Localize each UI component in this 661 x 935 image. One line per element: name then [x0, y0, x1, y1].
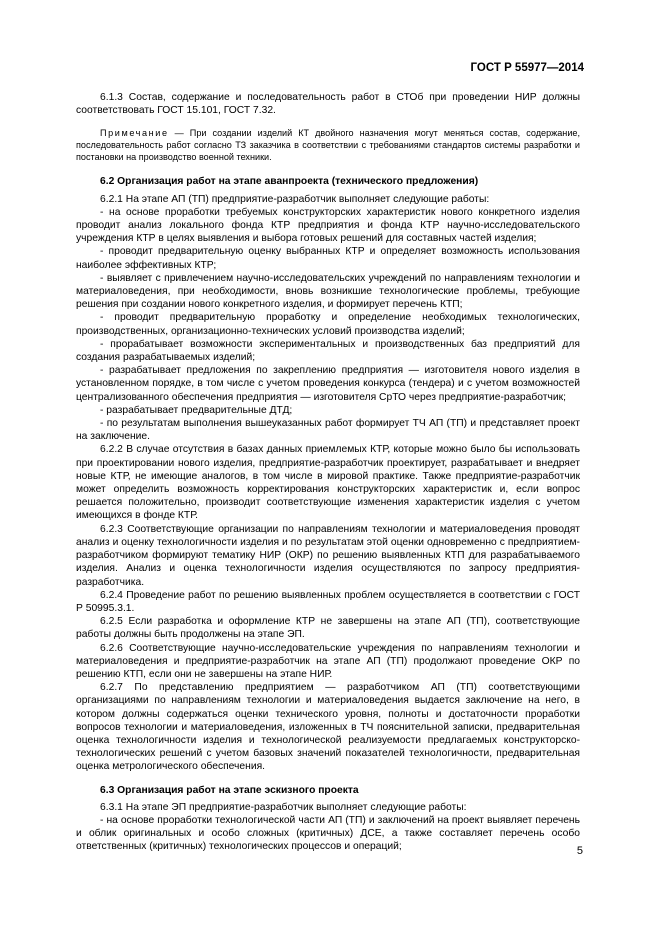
list-item: - на основе проработки требуемых конструкторских характеристик нового конкретного изделия проводит анализ локального фонда КТР предприятия и фонда КТР научно-исследовательского учреждения КТР в целях выявления и выбора готовых решений для составных частей изделия;	[76, 206, 580, 245]
paragraph-6-3-1: 6.3.1 На этапе ЭП предприятие-разработчик выполняет следующие работы:	[100, 801, 467, 813]
list-item: - разрабатывает предложения по закреплению предприятия — изготовителя нового изделия в установленном порядке, в том числе с учетом проведения конкурса (тендера) и с учетом возможностей централизованного обеспечения предприятия — изготовителя СрТО через предприятие-разработчик;	[76, 365, 580, 403]
note	[76, 127, 580, 163]
paragraph-6-2-6: 6.2.6 Соответствующие научно-исследовательские учреждения по направлениям технологии и материаловедения и предприятие-разработчик на этапе АП (ТП) продолжают проведение ОКР по решению КТП, если они не завершены на этапе НИР.	[76, 642, 580, 680]
paragraph-6-2-2: 6.2.2 В случае отсутствия в базах данных приемлемых КТР, которые можно было бы использовать при проектировании нового изделия, предприятие-разработчик проектирует, разрабатывает и внедряет новые КТР, не имеющие аналогов, в том числе в мировой практике. Также предприятие-разработчик может определить возможность корректирования конструкторских характеристик и, если вопрос решается положительно, производит соответствующие изменения характеристик изделия с учетом имеющихся в фонде КТР.	[76, 444, 580, 522]
paragraph: 6.2.1 На этапе АП (ТП) предприятие-разработчик выполняет следующие работы:	[100, 193, 490, 205]
section-heading-6-2: 6.2 Организация работ на этапе аванпроекта (технического предложения)	[100, 176, 479, 188]
list-item: - по результатам выполнения вышеуказанных работ формирует ТЧ АП (ТП) и представляет проект на заключение.	[76, 418, 580, 443]
list-item: - выявляет с привлечением научно-исследовательских учреждений по направлениям технологии и материаловедения, при необходимости, вновь возникшие технологические проблемы, требующие решения при создании нового конкретного изделия, и формирует перечень КТП;	[76, 272, 580, 311]
document-designation: ГОСТ Р 55977—2014	[470, 62, 584, 74]
paragraph-6-2-3: 6.2.3 Соответствующие организации по направлениям технологии и материаловедения проводят анализ и оценку технологичности изделия и по результатам этой оценки одновременно с предприятием-разработчиком формируют тематику НИР (ОКР) по решению выявленных КТП для разрабатываемого изделия. Анализ и оценка технологичности изделия осуществляются по запросу предприятия-разработчика.	[76, 523, 580, 588]
list-item: - разрабатывает предварительные ДТД;	[100, 404, 293, 416]
section-heading-6-3: 6.3 Организация работ на этапе эскизного проекта	[100, 784, 359, 796]
list-item: - на основе проработки технологической части АП (ТП) и заключений на проект выявляет перечень и облик оригинальных и особо сложных (критичных) ДСЕ, а также составляет перечень особо ответственных (критичных) технологических процессов и операций;	[76, 814, 580, 853]
paragraph-6-2-7: 6.2.7 По представлению предприятием — разработчиком АП (ТП) соответствующими организациями по направлениям технологии и материаловедения выдается заключение на него, в котором должны содержаться оценки технического уровня, полноты и достаточности проработки вопросов технологии и материаловедения, изложенных в ТЧ пояснительной записки, предварительная оценка технологичности изделия и технологической реализуемости предлагаемых конструкторско-технологических решений с учетом базовых значений показателей технологичности, предварительная оценка метрологического обеспечения.	[76, 682, 580, 773]
note-label: Примечание	[100, 128, 169, 139]
page-number: 5	[576, 845, 583, 857]
list-item: - прорабатывает возможности экспериментальных и производственных баз предприятий для создания разрабатываемых изделий;	[76, 338, 580, 364]
list-item: - проводит предварительную оценку выбранных КТР и определяет возможность использования наиболее эффективных КТР;	[76, 246, 580, 271]
document-body	[76, 91, 580, 854]
paragraph-6-2-4: 6.2.4 Проведение работ по решению выявленных проблем осуществляется в соответствии с ГОСТ Р 50995.3.1.	[76, 589, 580, 614]
list-item: - проводит предварительную проработку и определение необходимых технологических, производственных, организационно-технических условий производства изделий;	[76, 312, 580, 337]
paragraph-6-2-5: 6.2.5 Если разработка и оформление КТР не завершены на этапе АП (ТП), соответствующие работы должны быть продолжены на этапе ЭП.	[76, 616, 580, 641]
paragraph-6-1-3: 6.1.3 Состав, содержание и последовательность работ в СТОб при проведении НИР должны соответствовать ГОСТ 15.101, ГОСТ 7.32.	[76, 92, 580, 117]
note-text: — При создании изделий КТ двойного назначения могут меняться состав, содержание, последовательность работ согласно ТЗ заказчика в соответствии с требованиями стандартов системы разработки и постановки на производство военной техники.	[76, 128, 580, 163]
